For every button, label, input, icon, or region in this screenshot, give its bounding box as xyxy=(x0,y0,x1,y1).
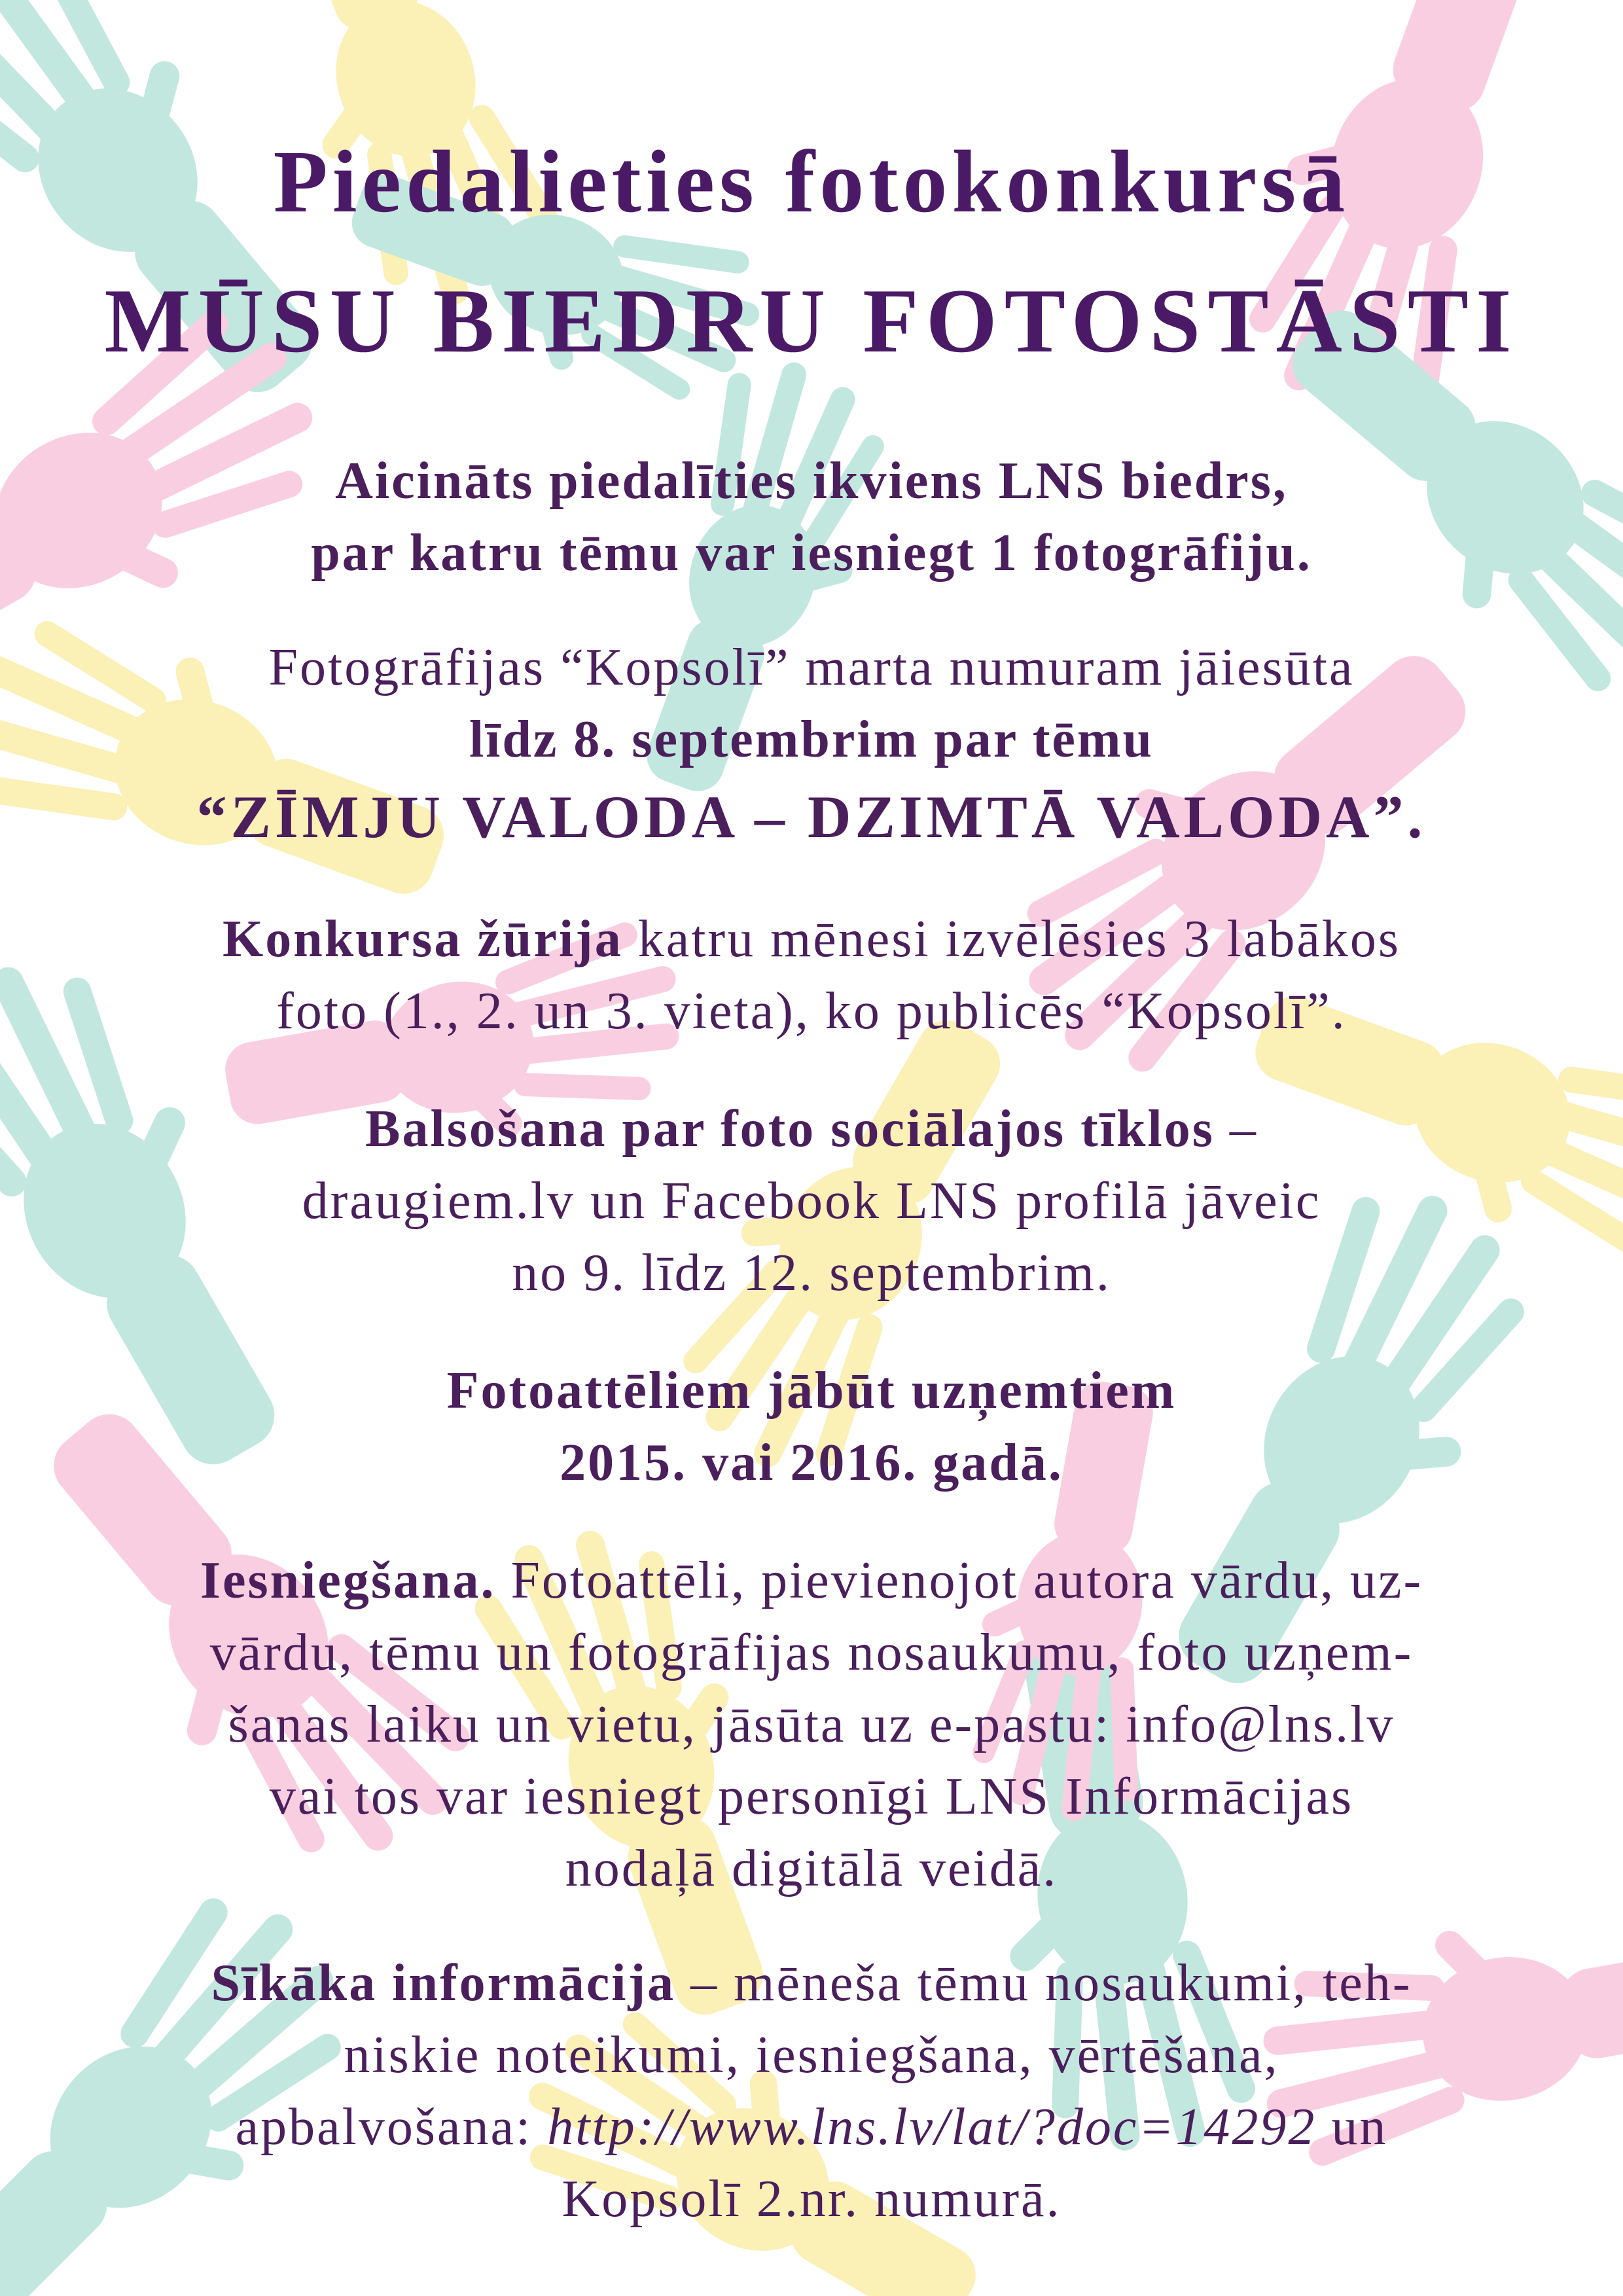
more-info-bold: Sīkāka informācija xyxy=(211,1954,676,2012)
more-info-line-1 xyxy=(0,1954,1623,2013)
years-line-1: Fotoattēliem jābūt uzņemtiem xyxy=(446,1362,1177,1420)
submission-line-1 xyxy=(0,1551,1623,1611)
title-line-1: Piedalieties fotokonkursā xyxy=(273,133,1350,231)
jury-line-1 xyxy=(0,910,1623,969)
years-line-2: 2015. vai 2016. gadā. xyxy=(560,1434,1063,1492)
more-info-line-4: Kopsolī 2.nr. numurā. xyxy=(562,2170,1061,2228)
theme-title: “ZĪMJU VALODA – DZIMTĀ VALODA”. xyxy=(196,783,1427,850)
more-info-line-3 xyxy=(0,2098,1623,2157)
title-line-2: MŪSU BIEDRU FOTOSTĀSTI xyxy=(104,270,1519,372)
jury-bold: Konkursa žūrija xyxy=(222,910,623,968)
submission-bold: Iesniegšana. xyxy=(200,1552,496,1609)
intro-line-1: Aicināts piedalīties ikviens LNS biedrs, xyxy=(335,452,1288,510)
more-info-line-2: niskie noteikumi, iesniegšana, vērtēšana, xyxy=(344,2026,1279,2084)
more-info-prefix: apbalvošana: xyxy=(235,2098,548,2156)
voting-bold: Balsošana par foto sociālajos tīklos xyxy=(365,1100,1215,1158)
submission-line-2: vārdu, tēmu un fotogrāfijas nosaukumu, foto uzņem- xyxy=(209,1624,1414,1681)
jury-line-2: foto (1., 2. un 3. vieta), ko publicēs “Kopsolī”. xyxy=(276,982,1347,1040)
intro-line-2: par katru tēmu var iesniegt 1 fotogrāfiju. xyxy=(311,524,1312,582)
submission-line-3: šanas laiku un vietu, jāsūta uz e-pastu: info@lns.lv xyxy=(228,1696,1395,1753)
deadline-line-2: līdz 8. septembrim par tēmu xyxy=(469,711,1154,768)
voting-line-1 xyxy=(0,1100,1623,1159)
voting-line-3: no 9. līdz 12. septembrim. xyxy=(512,1244,1111,1302)
more-info-line-1-rest: – mēneša tēmu nosaukumi, teh- xyxy=(675,1954,1412,2012)
deadline-line-1: Fotogrāfijas “Kopsolī” marta numuram jāiesūta xyxy=(268,639,1355,696)
submission-line-4: vai tos var iesniegt personīgi LNS Informācijas xyxy=(269,1768,1354,1825)
voting-line-2: draugiem.lv un Facebook LNS profilā jāveic xyxy=(302,1172,1321,1230)
more-info-suffix: un xyxy=(1316,2098,1388,2156)
info-link[interactable]: http://www.lns.lv/lat/?doc=14292 xyxy=(547,2098,1317,2156)
jury-line-1-rest: katru mēnesi izvēlēsies 3 labākos xyxy=(622,910,1401,968)
submission-line-1-rest: Fotoattēli, pievienojot autora vārdu, uz- xyxy=(495,1552,1423,1609)
voting-line-1-rest: – xyxy=(1214,1100,1258,1158)
submission-line-5: nodaļā digitālā veidā. xyxy=(565,1840,1058,1897)
